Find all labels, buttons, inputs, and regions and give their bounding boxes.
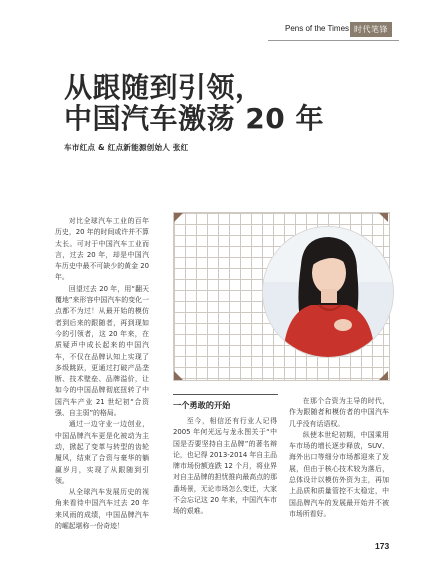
subheading-rule — [173, 394, 278, 395]
paragraph: 回望过去 20 年，用“翻天覆地”来形容中国汽车的变化一点都不为过！从最开始的模仿者到后来的跟随者，再到现如今的引领者，这 20 年来，在质疑声中成长起来的中国汽车，不仅在品牌认知上实现了多级跳跃，更通过打破产品垄断、技术壁垒、品牌溢价，让如今的中国品牌彻底扭转了中国汽车产业 21 世纪初“合资强、自主弱”的格局。 — [55, 284, 149, 418]
author-portrait — [262, 226, 394, 358]
corner-accent — [379, 371, 388, 380]
column-name: Pens of the Times — [285, 24, 350, 33]
title-line-1: 从跟随到引领， — [64, 71, 264, 104]
title-line-2: 中国汽车激荡 20 年 — [64, 102, 324, 135]
paragraph: 纵使本世纪初期，中国乘用车市场的增长逐步释放，SUV、海外出口等细分市场都迎来了发展，但由于核心技术较为落后，总体设计以模仿外资为主，再加上品质和质量管控不太稳定，中国品牌汽车的发展最开始并不被市场所看好。 — [289, 430, 389, 518]
page-number: 173 — [375, 541, 390, 551]
section-subheading: 一个勇敢的开始 — [173, 400, 231, 410]
paragraph: 在那个合资为主导的时代，作为跟随者和模仿者的中国汽车几乎没有话语权。 — [289, 397, 389, 428]
article-title — [64, 72, 324, 134]
body-column-middle — [173, 416, 277, 518]
paragraph: 通过一边守业一边创业，中国品牌汽车更是化被动为主动，掀起了变革与转型的齿轮履风，结束了合资与豪华的躺赢岁月，实现了从跟随到引领。 — [55, 420, 149, 485]
column-badge: 时代笔锋 — [350, 22, 392, 37]
paragraph: 至今，相信还有行业人记得 2005 年何光远与龙永图关于“中国是否要坚持自主品牌”的著名辩论，也记得 2013-2014 年自主品牌市场份额连跌 12 个月，将业界对自主品牌的担忧推向最高点的那番场景，无论市场怎么变迁，大家不会忘记这 20 年来，中国汽车市场的艰难。 — [173, 417, 277, 516]
body-column-left — [55, 216, 149, 532]
corner-accent — [174, 371, 183, 380]
paragraph: 从全球汽车发展历史的视角来看待中国汽车过去 20 年来风雨的成绩，中国品牌汽车的崛起堪称一份奇迹！ — [55, 488, 149, 531]
corner-accent — [379, 213, 388, 222]
portrait-illustration — [263, 227, 393, 357]
paragraph: 对比全球汽车工业的百年历史，20 年的时间或许并不算太长。可对于中国汽车工业而言，过去 20 年，却是中国汽车历史中最不可缺少的黄金 20 年。 — [55, 217, 149, 282]
body-column-right — [289, 396, 389, 520]
header-divider — [268, 40, 399, 41]
author-byline: 车市红点 & 红点新能源创始人 张红 — [64, 143, 189, 152]
corner-accent — [174, 213, 183, 222]
